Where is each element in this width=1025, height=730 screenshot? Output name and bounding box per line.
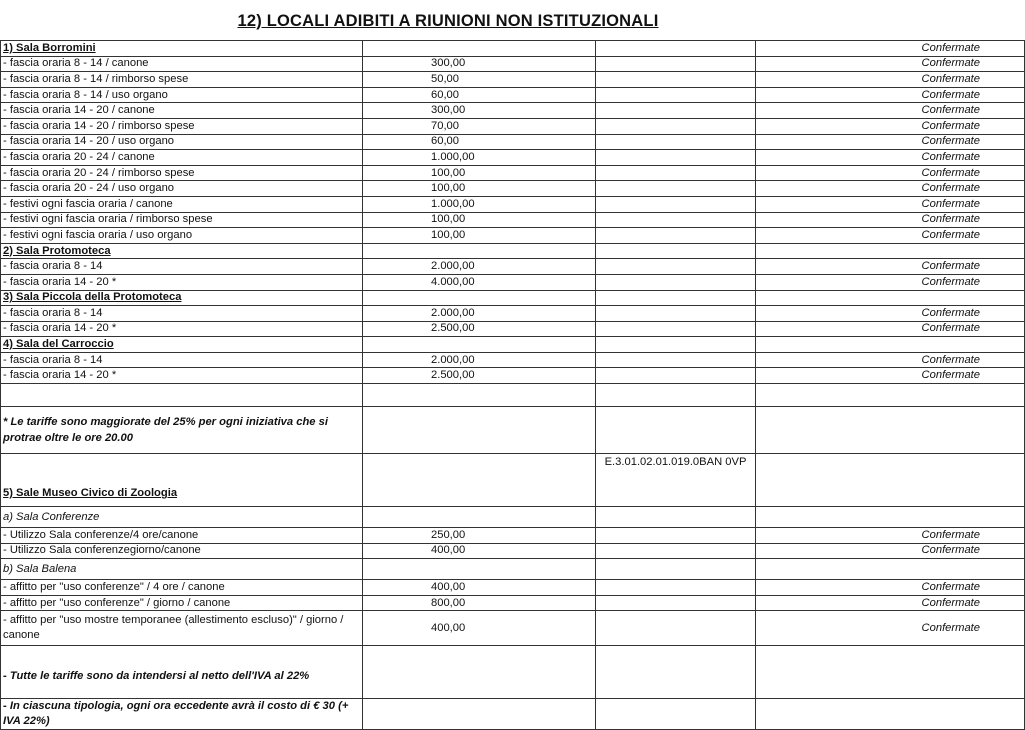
row-label: - fascia oraria 14 - 20 / canone: [1, 103, 363, 119]
section-header-row: [1, 337, 1025, 353]
row-price: 1.000,00: [363, 196, 596, 212]
row-label: - fascia oraria 8 - 14: [1, 306, 363, 322]
section-title: 5) Sale Museo Civico di Zoologia: [1, 454, 363, 507]
row-price: 100,00: [363, 212, 596, 228]
status-cell: Confermate: [756, 611, 1025, 646]
note-row: [1, 407, 1025, 454]
row-price: 2.000,00: [363, 352, 596, 368]
table-row: [1, 528, 1025, 544]
table-row: [1, 259, 1025, 275]
row-label: - affitto per "uso conferenze" / giorno / canone: [1, 595, 363, 611]
status-cell: Confermate: [756, 321, 1025, 337]
section-header-row: [1, 243, 1025, 259]
row-price: 2.000,00: [363, 306, 596, 322]
budget-code: E.3.01.02.01.019.0BAN 0VP: [596, 454, 756, 507]
status-cell: Confermate: [756, 352, 1025, 368]
status-cell: Confermate: [756, 150, 1025, 166]
table-row: [1, 87, 1025, 103]
row-label: - fascia oraria 14 - 20 / uso organo: [1, 134, 363, 150]
status-cell: Confermate: [756, 41, 1025, 57]
footer-row: [1, 646, 1025, 699]
subsection-row: [1, 559, 1025, 580]
status-cell: Confermate: [756, 212, 1025, 228]
row-label: - fascia oraria 14 - 20 *: [1, 321, 363, 337]
row-price: 100,00: [363, 165, 596, 181]
table-row: [1, 118, 1025, 134]
row-label: - fascia oraria 14 - 20 *: [1, 368, 363, 384]
table-row: [1, 181, 1025, 197]
section-title: 1) Sala Borromini: [1, 41, 363, 57]
subsection-title: a) Sala Conferenze: [1, 507, 363, 528]
status-cell: Confermate: [756, 228, 1025, 244]
row-label: - affitto per "uso conferenze" / 4 ore / canone: [1, 580, 363, 596]
status-cell: Confermate: [756, 165, 1025, 181]
row-price: 300,00: [363, 56, 596, 72]
table-row: [1, 595, 1025, 611]
table-row: [1, 580, 1025, 596]
status-cell: Confermate: [756, 56, 1025, 72]
row-label: - fascia oraria 8 - 14 / canone: [1, 56, 363, 72]
row-label: - fascia oraria 8 - 14: [1, 352, 363, 368]
table-row: [1, 165, 1025, 181]
status-cell: Confermate: [756, 118, 1025, 134]
row-price: 400,00: [363, 580, 596, 596]
table-row: [1, 56, 1025, 72]
row-price: 4.000,00: [363, 274, 596, 290]
row-price: 50,00: [363, 72, 596, 88]
status-cell: Confermate: [756, 595, 1025, 611]
table-row: [1, 368, 1025, 384]
row-price: 60,00: [363, 134, 596, 150]
surcharge-note: * Le tariffe sono maggiorate del 25% per ogni iniziativa che si protrae oltre le ore 20.00: [1, 407, 363, 454]
status-cell: Confermate: [756, 580, 1025, 596]
row-label: - fascia oraria 8 - 14 / rimborso spese: [1, 72, 363, 88]
row-price: 1.000,00: [363, 150, 596, 166]
section-header-row: [1, 290, 1025, 306]
status-cell: Confermate: [756, 259, 1025, 275]
row-label: - affitto per "uso mostre temporanee (allestimento escluso)" / giorno / canone: [1, 611, 363, 646]
status-cell: Confermate: [756, 181, 1025, 197]
row-price: 70,00: [363, 118, 596, 134]
row-label: - Utilizzo Sala conferenzegiorno/canone: [1, 543, 363, 559]
row-price: 250,00: [363, 528, 596, 544]
table-row: [1, 352, 1025, 368]
status-cell: Confermate: [756, 72, 1025, 88]
status-cell: Confermate: [756, 306, 1025, 322]
row-label: - fascia oraria 8 - 14 / uso organo: [1, 87, 363, 103]
row-price: 300,00: [363, 103, 596, 119]
row-price: 2.000,00: [363, 259, 596, 275]
section-title: 4) Sala del Carroccio: [1, 337, 363, 353]
spacer-row: [1, 384, 1025, 407]
row-label: - fascia oraria 8 - 14: [1, 259, 363, 275]
table-row: [1, 103, 1025, 119]
status-cell: Confermate: [756, 196, 1025, 212]
table-row: [1, 212, 1025, 228]
status-cell: Confermate: [756, 543, 1025, 559]
row-price: 800,00: [363, 595, 596, 611]
subsection-title: b) Sala Balena: [1, 559, 363, 580]
extra-hour-note: - In ciascuna tipologia, ogni ora eccedente avrà il costo di € 30 (+ IVA 22%): [1, 699, 363, 730]
table-row: [1, 306, 1025, 322]
row-price: 60,00: [363, 87, 596, 103]
row-label: - festivi ogni fascia oraria / canone: [1, 196, 363, 212]
row-label: - fascia oraria 20 - 24 / canone: [1, 150, 363, 166]
status-cell: Confermate: [756, 134, 1025, 150]
row-label: - fascia oraria 20 - 24 / rimborso spese: [1, 165, 363, 181]
tariff-table: [0, 40, 1025, 730]
section-header-row: [1, 454, 1025, 507]
row-label: - Utilizzo Sala conferenze/4 ore/canone: [1, 528, 363, 544]
status-cell: Confermate: [756, 103, 1025, 119]
row-price: 100,00: [363, 181, 596, 197]
table-row: [1, 72, 1025, 88]
status-cell: Confermate: [756, 528, 1025, 544]
row-label: - festivi ogni fascia oraria / rimborso spese: [1, 212, 363, 228]
table-row: [1, 321, 1025, 337]
row-price: 2.500,00: [363, 321, 596, 337]
row-label: - fascia oraria 14 - 20 *: [1, 274, 363, 290]
status-cell: Confermate: [756, 87, 1025, 103]
table-row: [1, 150, 1025, 166]
row-label: - fascia oraria 20 - 24 / uso organo: [1, 181, 363, 197]
footer-row: [1, 699, 1025, 730]
row-price: 100,00: [363, 228, 596, 244]
row-price: 400,00: [363, 611, 596, 646]
section-title: 2) Sala Protomoteca: [1, 243, 363, 259]
status-cell: Confermate: [756, 274, 1025, 290]
row-price: 2.500,00: [363, 368, 596, 384]
status-cell: Confermate: [756, 368, 1025, 384]
section-header-row: [1, 41, 1025, 57]
table-row: [1, 196, 1025, 212]
subsection-row: [1, 507, 1025, 528]
table-row: [1, 611, 1025, 646]
table-row: [1, 228, 1025, 244]
section-title: 3) Sala Piccola della Protomoteca: [1, 290, 363, 306]
page-title: 12) LOCALI ADIBITI A RIUNIONI NON ISTITUZIONALI: [237, 12, 659, 30]
table-row: [1, 134, 1025, 150]
table-row: [1, 543, 1025, 559]
row-price: 400,00: [363, 543, 596, 559]
table-row: [1, 274, 1025, 290]
row-label: - fascia oraria 14 - 20 / rimborso spese: [1, 118, 363, 134]
row-label: - festivi ogni fascia oraria / uso organo: [1, 228, 363, 244]
vat-note: - Tutte le tariffe sono da intendersi al netto dell'IVA al 22%: [1, 646, 363, 699]
